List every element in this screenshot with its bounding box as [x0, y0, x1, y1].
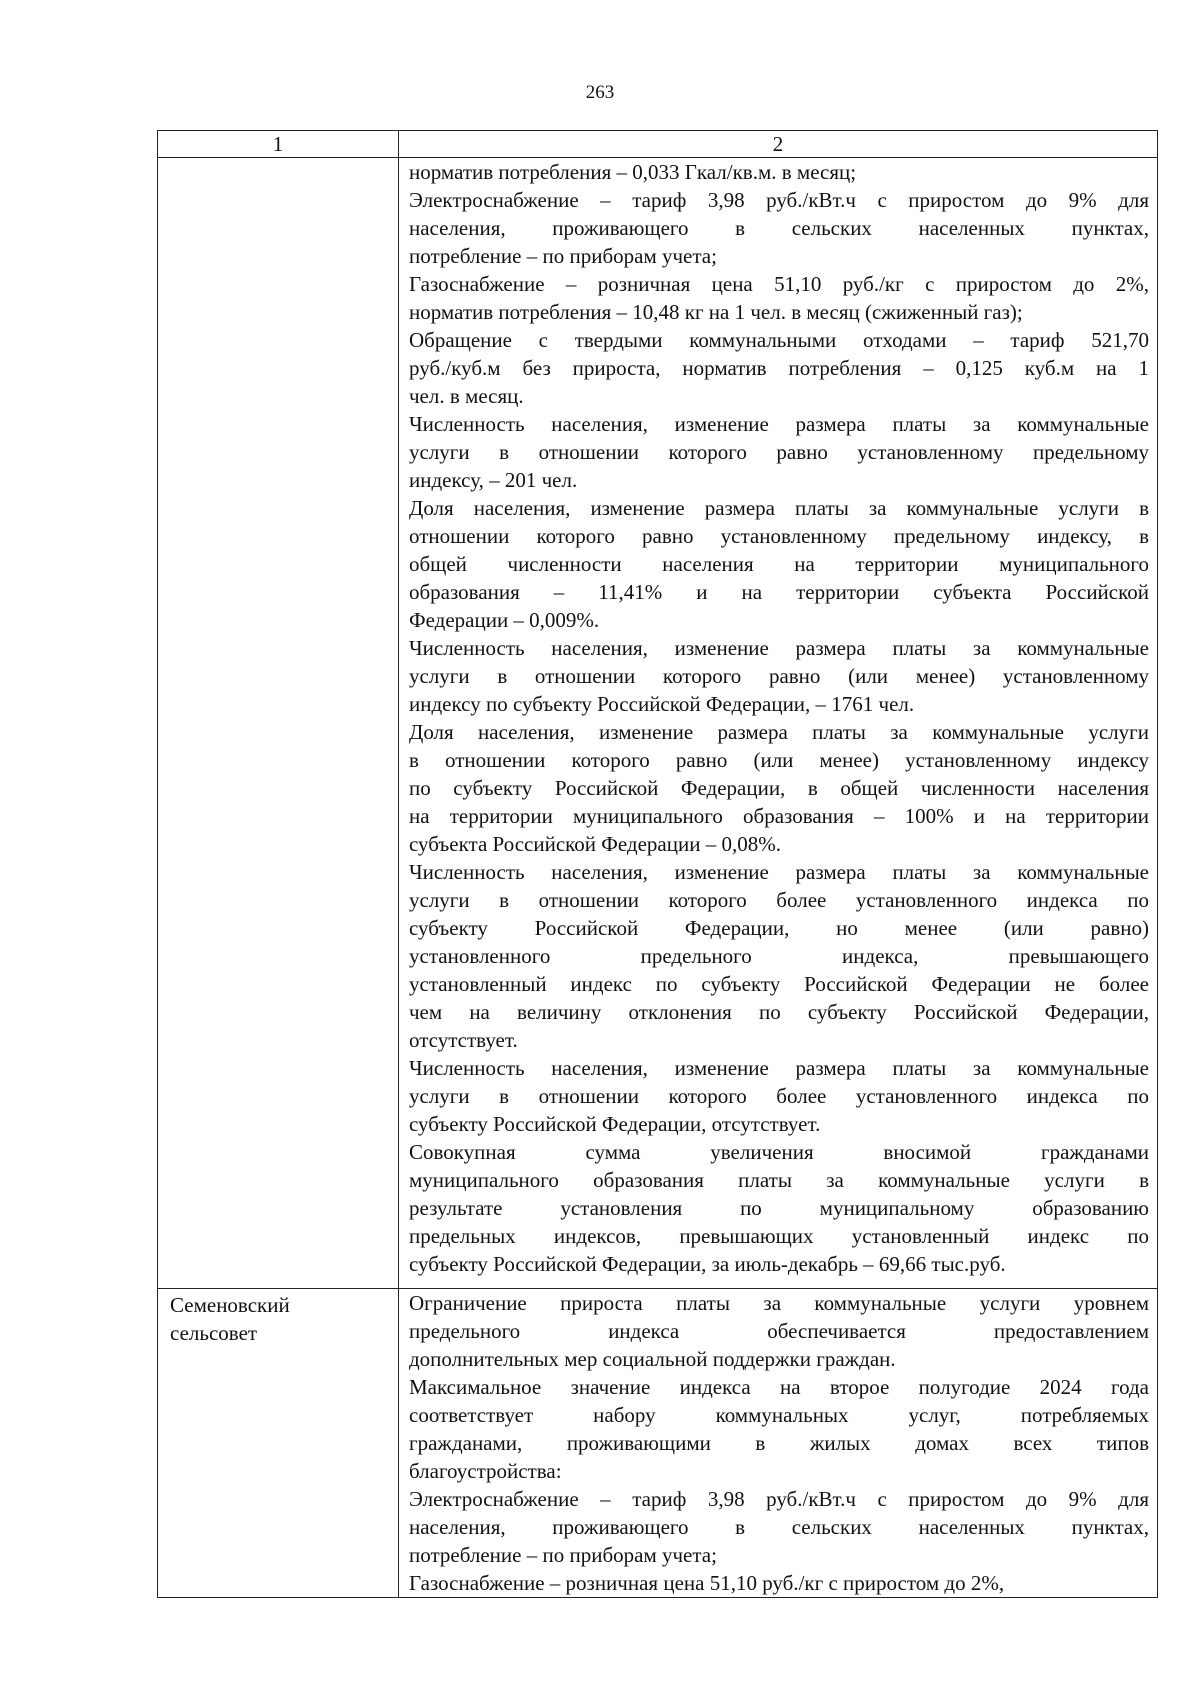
paragraph: [409, 634, 1149, 718]
text-line: руб./куб.м без прироста, норматив потребления – 0,125 куб.м на 1: [409, 356, 1149, 380]
text-line: в отношении которого равно (или менее) установленному индексу: [409, 748, 1149, 772]
description-cell: [399, 158, 1158, 1289]
text-line: услуги в отношении которого равно (или менее) установленному: [409, 664, 1149, 688]
text-line: установленного предельного индекса, превышающего: [409, 944, 1149, 968]
text-line: Федерации – 0,009%.: [409, 608, 600, 632]
text-line: Численность населения, изменение размера платы за коммунальные: [409, 636, 1149, 660]
text-line: субъекту Российской Федерации, за июль-декабрь – 69,66 тыс.руб.: [409, 1252, 1006, 1276]
paragraph: [409, 270, 1149, 326]
text-line: отсутствует.: [409, 1028, 518, 1052]
text-line: Электроснабжение – тариф 3,98 руб./кВт.ч с приростом до 9% для: [409, 188, 1149, 212]
text-line: субъекта Российской Федерации – 0,08%.: [409, 832, 781, 856]
paragraph: [409, 1138, 1149, 1278]
text-line: предельного индекса обеспечивается предоставлением: [409, 1319, 1149, 1343]
text-line: Газоснабжение – розничная цена 51,10 руб./кг с приростом до 2%,: [409, 272, 1149, 296]
text-line: отношении которого равно установленному предельному индексу, в: [409, 524, 1149, 548]
paragraph: [409, 1289, 1149, 1373]
paragraph: [409, 1373, 1149, 1485]
paragraph: [409, 494, 1149, 634]
text-line: образования – 11,41% и на территории субъекта Российской: [409, 580, 1149, 604]
municipality-name-line: сельсовет: [170, 1321, 258, 1345]
text-line: потребление – по приборам учета;: [409, 244, 717, 268]
paragraph: [409, 410, 1149, 494]
document-table: [157, 130, 1158, 1598]
table-header-row: [158, 131, 1158, 158]
text-line: предельных индексов, превышающих установленный индекс по: [409, 1224, 1149, 1248]
text-line: общей численности населения на территории муниципального: [409, 552, 1149, 576]
text-line: субъекту Российской Федерации, отсутствует.: [409, 1112, 821, 1136]
paragraph: [409, 718, 1149, 858]
text-line: соответствует набору коммунальных услуг, потребляемых: [409, 1403, 1149, 1427]
text-line: Численность населения, изменение размера платы за коммунальные: [409, 860, 1149, 884]
text-line: норматив потребления – 0,033 Гкал/кв.м. в месяц;: [409, 160, 857, 184]
text-line: населения, проживающего в сельских населенных пунктах,: [409, 1515, 1149, 1539]
text-line: Доля населения, изменение размера платы за коммунальные услуги: [409, 720, 1149, 744]
text-line: Совокупная сумма увеличения вносимой гражданами: [409, 1140, 1149, 1164]
text-line: норматив потребления – 10,48 кг на 1 чел. в месяц (сжиженный газ);: [409, 300, 1023, 324]
paragraph: [409, 326, 1149, 410]
text-line: чел. в месяц.: [409, 384, 524, 408]
text-line: Максимальное значение индекса на второе полугодие 2024 года: [409, 1375, 1149, 1399]
text-line: услуги в отношении которого равно установленному предельному: [409, 440, 1149, 464]
text-line: по субъекту Российской Федерации, в общей численности населения: [409, 776, 1149, 800]
paragraph: [409, 186, 1149, 270]
text-line: установленный индекс по субъекту Российской Федерации не более: [409, 972, 1149, 996]
text-line: индексу по субъекту Российской Федерации, – 1761 чел.: [409, 692, 915, 716]
municipality-cell: [158, 158, 399, 1289]
text-line: Численность населения, изменение размера платы за коммунальные: [409, 412, 1149, 436]
page-number: 263: [585, 82, 615, 103]
text-line: индексу, – 201 чел.: [409, 468, 578, 492]
text-line: населения, проживающего в сельских населенных пунктах,: [409, 216, 1149, 240]
text-line: потребление – по приборам учета;: [409, 1543, 717, 1567]
text-line: Обращение с твердыми коммунальными отходами – тариф 521,70: [409, 328, 1149, 352]
municipality-name-line: Семеновский: [170, 1293, 290, 1317]
text-line: Газоснабжение – розничная цена 51,10 руб./кг с приростом до 2%,: [409, 1571, 1005, 1595]
paragraph: [409, 1569, 1149, 1597]
text-line: гражданами, проживающими в жилых домах всех типов: [409, 1431, 1149, 1455]
text-line: услуги в отношении которого более установленного индекса по: [409, 1084, 1149, 1108]
text-line: услуги в отношении которого более установленного индекса по: [409, 888, 1149, 912]
table-row: [158, 158, 1158, 1289]
text-line: Доля населения, изменение размера платы за коммунальные услуги в: [409, 496, 1149, 520]
text-line: благоустройства:: [409, 1459, 562, 1483]
paragraph: [409, 1054, 1149, 1138]
text-line: на территории муниципального образования – 100% и на территории: [409, 804, 1149, 828]
paragraph: [409, 858, 1149, 1054]
text-line: результате установления по муниципальному образованию: [409, 1196, 1149, 1220]
text-line: чем на величину отклонения по субъекту Российской Федерации,: [409, 1000, 1149, 1024]
text-line: дополнительных мер социальной поддержки граждан.: [409, 1347, 896, 1371]
paragraph: [409, 1485, 1149, 1569]
text-line: Ограничение прироста платы за коммунальные услуги уровнем: [409, 1291, 1149, 1315]
description-cell: [399, 1289, 1158, 1598]
text-line: Численность населения, изменение размера платы за коммунальные: [409, 1056, 1149, 1080]
text-line: муниципального образования платы за коммунальные услуги в: [409, 1168, 1149, 1192]
municipality-cell: [158, 1289, 399, 1598]
text-line: Электроснабжение – тариф 3,98 руб./кВт.ч с приростом до 9% для: [409, 1487, 1149, 1511]
header-cell-2: 2: [399, 131, 1158, 158]
text-line: субъекту Российской Федерации, но менее (или равно): [409, 916, 1149, 940]
table-row: [158, 1289, 1158, 1598]
header-cell-1: 1: [158, 131, 399, 158]
paragraph: [409, 158, 1149, 186]
